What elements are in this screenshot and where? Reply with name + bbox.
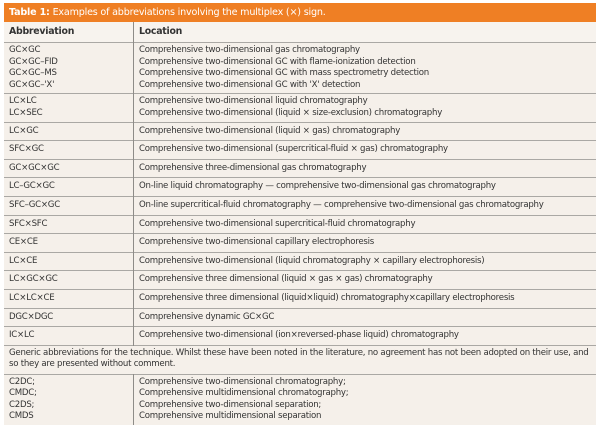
location-text: Comprehensive two-dimensional capillary electrophoresis bbox=[139, 237, 374, 248]
location-cell bbox=[134, 141, 597, 160]
abbreviation-text: GC×GC–'X' bbox=[9, 79, 55, 90]
abbreviation-text: CE×CE bbox=[9, 237, 38, 248]
abbreviation-cell bbox=[4, 289, 134, 308]
abbreviation-cell bbox=[4, 252, 134, 271]
location-text: On-line supercritical-fluid chromatography — comprehensive two-dimensional gas chromatography bbox=[139, 199, 544, 210]
location-cell bbox=[134, 159, 597, 178]
location-cell bbox=[134, 252, 597, 271]
table-row bbox=[4, 159, 596, 178]
header-location: Location bbox=[134, 22, 597, 43]
abbreviation-text: LC×GC×GC bbox=[9, 274, 58, 285]
location-text: Comprehensive multidimensional chromatography; bbox=[139, 388, 349, 399]
abbreviation-cell bbox=[4, 43, 134, 94]
caption-label: Table 1: bbox=[9, 7, 50, 18]
table-row bbox=[4, 271, 596, 290]
caption-text: Examples of abbreviations involving the multiplex (×) sign. bbox=[52, 7, 326, 18]
table-row bbox=[4, 252, 596, 271]
table-row bbox=[4, 308, 596, 327]
location-cell bbox=[134, 196, 597, 215]
abbreviation-text: SFC×SFC bbox=[9, 218, 48, 229]
location-text: Comprehensive two-dimensional GC with mass spectrometry detection bbox=[139, 68, 429, 79]
abbreviation-text: LC×LC×CE bbox=[9, 292, 55, 303]
abbreviation-text: C2DC; bbox=[9, 376, 35, 387]
table-row bbox=[4, 234, 596, 253]
location-cell bbox=[134, 271, 597, 290]
location-text: Comprehensive two-dimensional chromatography; bbox=[139, 376, 346, 387]
location-cell bbox=[134, 178, 597, 197]
location-cell bbox=[134, 327, 597, 346]
location-cell bbox=[134, 122, 597, 141]
location-text: Comprehensive two-dimensional liquid chromatography bbox=[139, 96, 368, 107]
table-row bbox=[4, 374, 596, 425]
location-cell bbox=[134, 43, 597, 94]
abbreviation-cell bbox=[4, 374, 134, 425]
location-cell bbox=[134, 215, 597, 234]
abbreviation-text: IC×LC bbox=[9, 330, 35, 341]
location-text: Comprehensive three dimensional (liquid × gas × gas) chromatography bbox=[139, 274, 433, 285]
location-text: Comprehensive three dimensional (liquid×liquid) chromatography×capillary electrophoresis bbox=[139, 292, 515, 303]
abbreviation-cell bbox=[4, 271, 134, 290]
table-row bbox=[4, 122, 596, 141]
table-row bbox=[4, 43, 596, 94]
location-text: Comprehensive two-dimensional supercritical-fluid chromatography bbox=[139, 218, 416, 229]
abbreviation-text: C2DS; bbox=[9, 399, 35, 410]
location-text: Comprehensive two-dimensional (liquid × size-exclusion) chromatography bbox=[139, 107, 443, 118]
location-cell bbox=[134, 94, 597, 122]
location-text: Comprehensive two-dimensional gas chromatography bbox=[139, 45, 360, 55]
abbreviation-cell bbox=[4, 308, 134, 327]
abbreviation-text: GC×GC–FID bbox=[9, 56, 58, 67]
abbreviation-text: LC×GC bbox=[9, 125, 39, 136]
table-row bbox=[4, 141, 596, 160]
abbreviation-text: GC×GC×GC bbox=[9, 162, 60, 173]
abbreviation-text: DGC×DGC bbox=[9, 311, 54, 322]
abbreviations-table bbox=[4, 22, 596, 425]
location-text: Comprehensive multidimensional separation bbox=[139, 411, 322, 422]
location-text: On-line liquid chromatography — comprehensive two-dimensional gas chromatography bbox=[139, 181, 496, 192]
abbreviation-cell bbox=[4, 122, 134, 141]
location-text: Comprehensive two-dimensional GC with 'X' detection bbox=[139, 79, 361, 90]
abbreviation-text: LC×CE bbox=[9, 255, 38, 266]
location-cell bbox=[134, 289, 597, 308]
abbreviation-text: LC–GC×GC bbox=[9, 181, 55, 192]
note-row bbox=[4, 345, 596, 374]
location-cell bbox=[134, 308, 597, 327]
location-text: Comprehensive two-dimensional (supercritical-fluid × gas) chromatography bbox=[139, 144, 448, 155]
location-text: Comprehensive two-dimensional separation; bbox=[139, 399, 322, 410]
table-row bbox=[4, 327, 596, 346]
abbreviation-text: LC×SEC bbox=[9, 107, 43, 118]
abbreviation-text: GC×GC–MS bbox=[9, 68, 57, 79]
table-row bbox=[4, 94, 596, 122]
location-text: Comprehensive two-dimensional (liquid × gas) chromatography bbox=[139, 125, 401, 136]
abbreviation-cell bbox=[4, 327, 134, 346]
abbreviation-cell bbox=[4, 196, 134, 215]
abbreviation-cell bbox=[4, 234, 134, 253]
abbreviation-text: GC×GC bbox=[9, 45, 41, 55]
abbreviation-cell bbox=[4, 215, 134, 234]
location-text: Comprehensive two-dimensional GC with flame-ionization detection bbox=[139, 56, 416, 67]
abbreviation-text: SFC–GC×GC bbox=[9, 199, 60, 210]
location-text: Comprehensive two-dimensional (liquid chromatography × capillary electrophoresis) bbox=[139, 255, 485, 266]
table-row bbox=[4, 196, 596, 215]
table-row bbox=[4, 215, 596, 234]
abbreviation-cell bbox=[4, 94, 134, 122]
abbreviation-text: CMDS bbox=[9, 411, 34, 422]
generic-note: Generic abbreviations for the technique. Whilst these have been noted in the literature, no agreement has not been adopted on their use, and so they are presented without comment. bbox=[9, 347, 589, 370]
header-row bbox=[4, 22, 596, 43]
table-row bbox=[4, 178, 596, 197]
location-text: Comprehensive three-dimensional gas chromatography bbox=[139, 162, 367, 173]
location-text: Comprehensive dynamic GC×GC bbox=[139, 311, 275, 322]
location-text: Comprehensive two-dimensional (ion×reversed-phase liquid) chromatography bbox=[139, 330, 459, 341]
abbreviation-text: SFC×GC bbox=[9, 144, 44, 155]
abbreviation-text: CMDC; bbox=[9, 388, 37, 399]
abbreviation-text: LC×LC bbox=[9, 96, 37, 107]
abbreviation-cell bbox=[4, 141, 134, 160]
table-caption bbox=[4, 3, 596, 22]
header-abbreviation: Abbreviation bbox=[4, 22, 134, 43]
location-cell bbox=[134, 374, 597, 425]
abbreviations-table-figure bbox=[4, 3, 596, 425]
abbreviation-cell bbox=[4, 178, 134, 197]
table-row bbox=[4, 289, 596, 308]
abbreviation-cell bbox=[4, 159, 134, 178]
location-cell bbox=[134, 234, 597, 253]
